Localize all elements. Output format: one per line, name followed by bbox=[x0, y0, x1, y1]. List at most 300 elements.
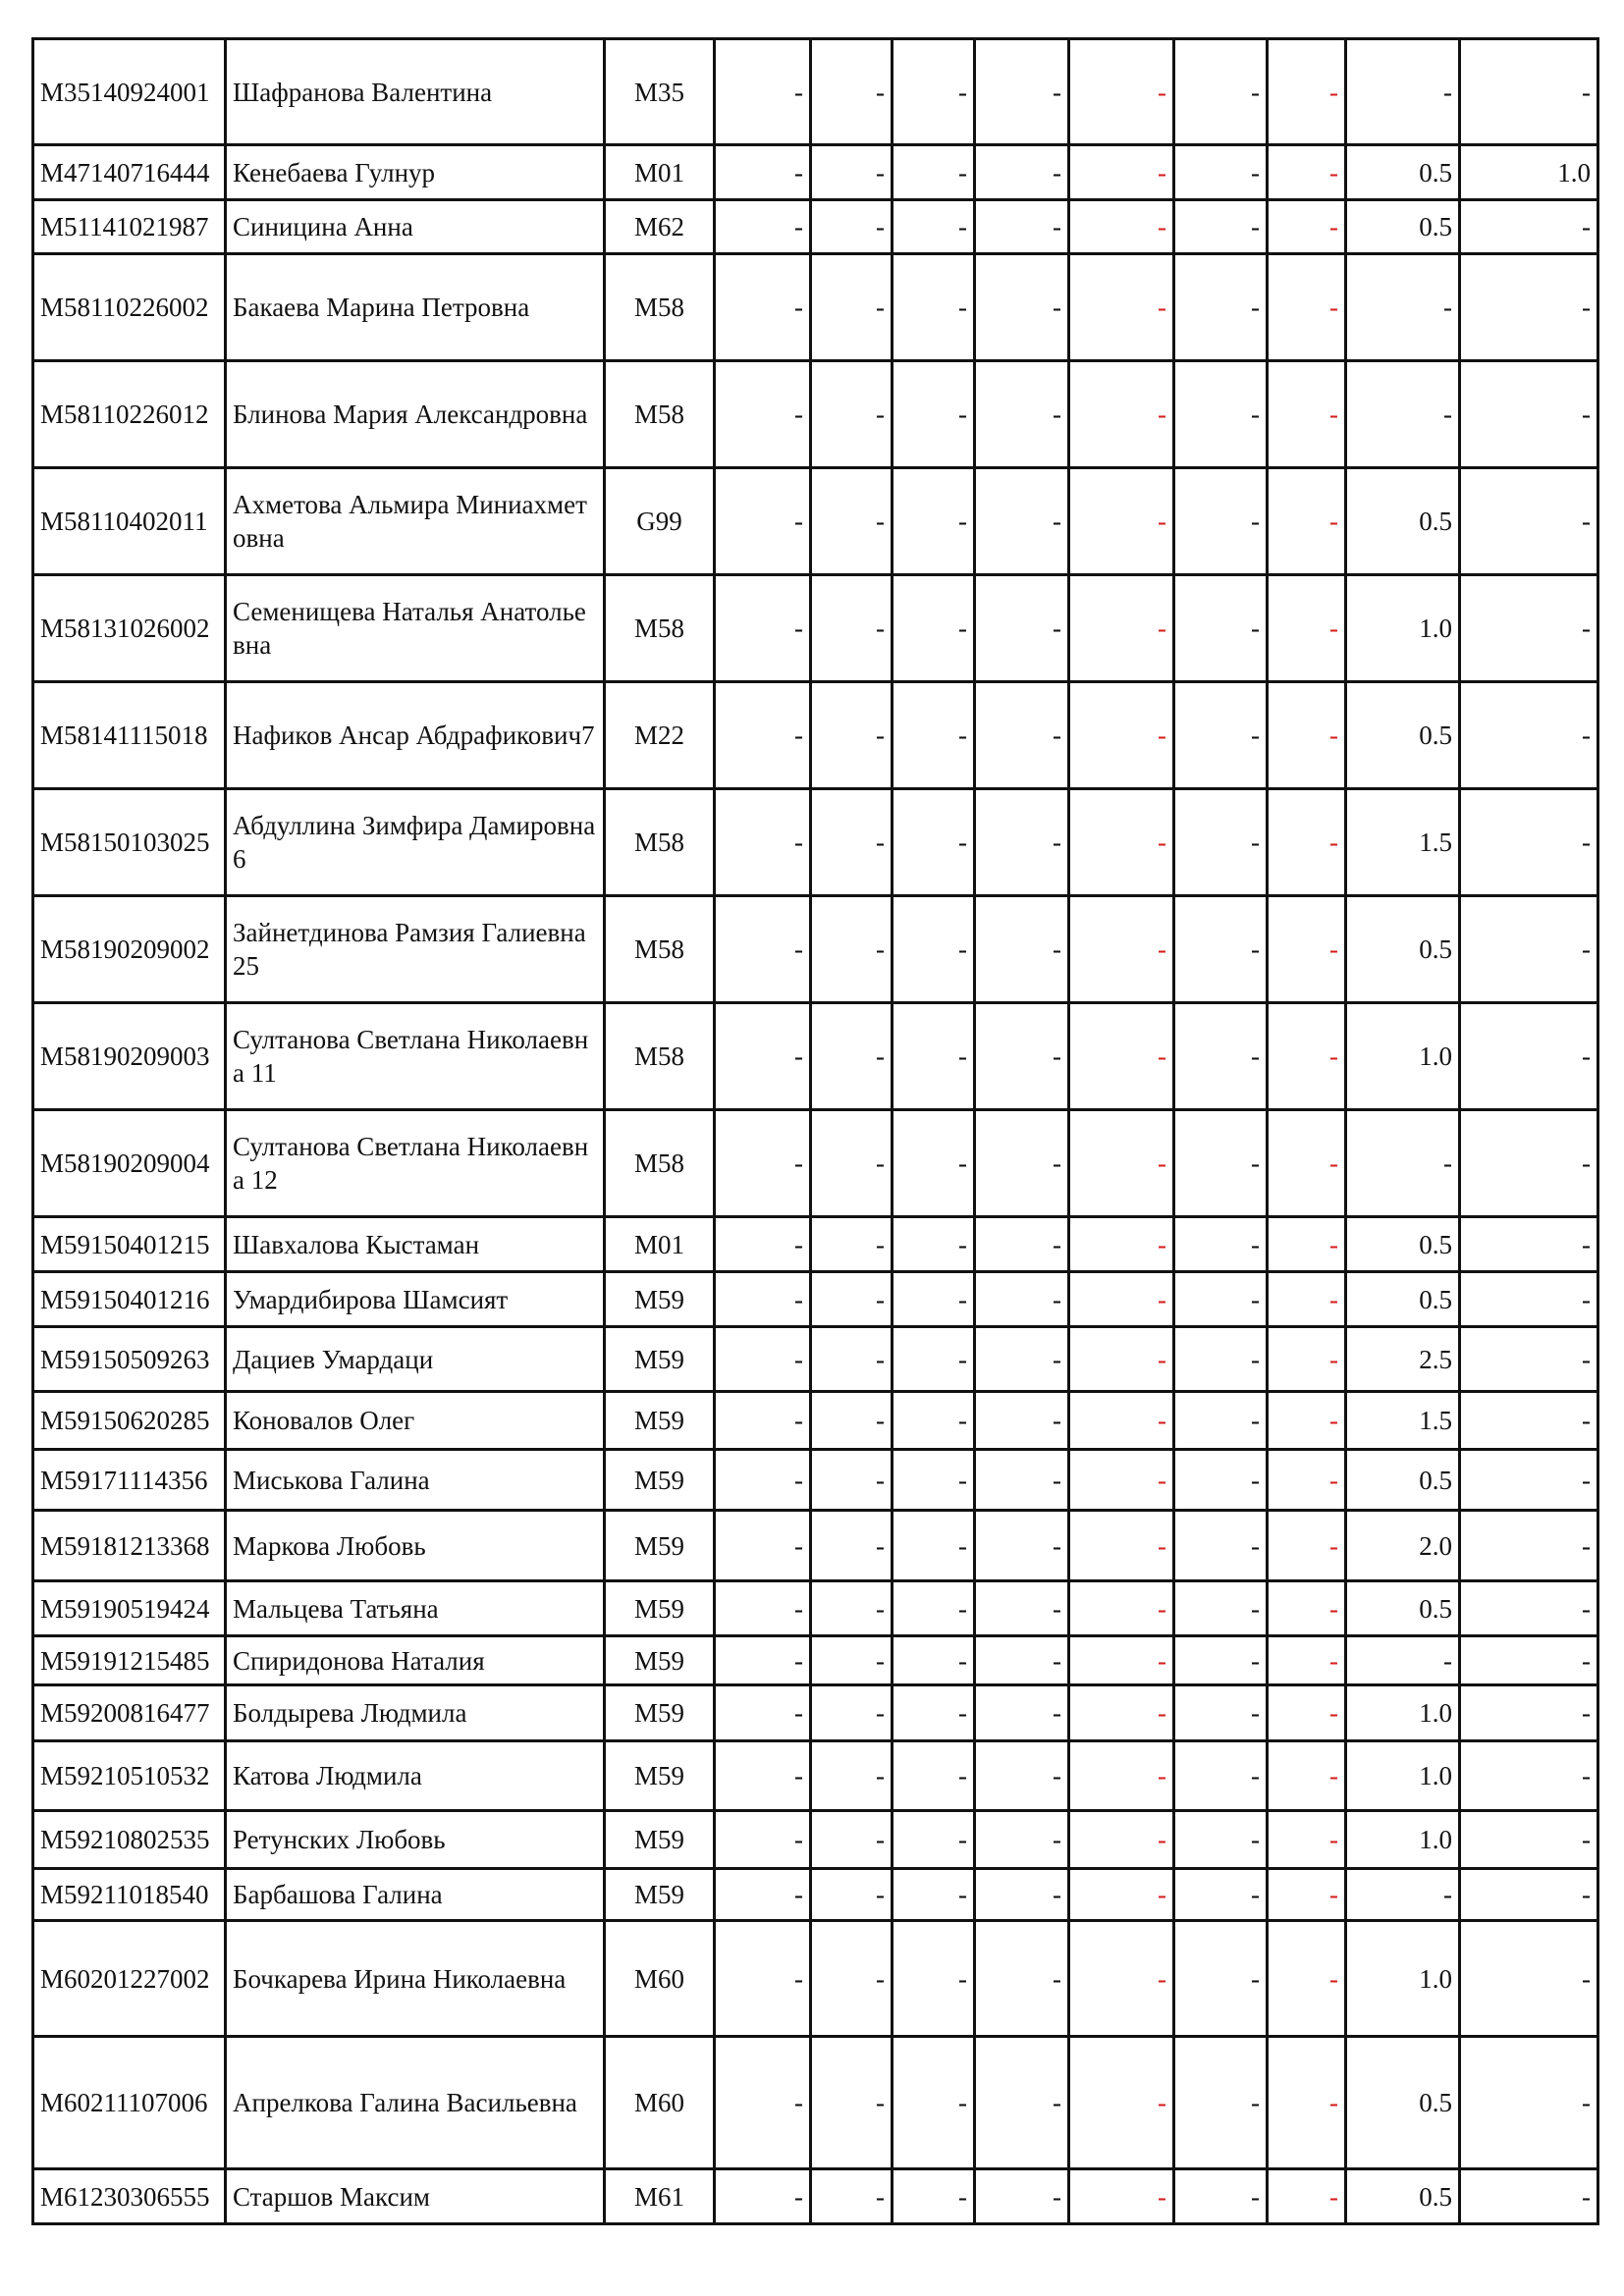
person-name: Умардибирова Шамсият bbox=[226, 1272, 605, 1327]
table-row bbox=[33, 1811, 1598, 1869]
value-cell-7: - bbox=[1268, 896, 1346, 1003]
person-name: Синицина Анна bbox=[226, 200, 605, 254]
value-cell-3: - bbox=[893, 1392, 975, 1450]
value-cell-9: - bbox=[1460, 1741, 1598, 1811]
table-row bbox=[33, 1685, 1598, 1741]
value-cell-8: - bbox=[1346, 1110, 1460, 1217]
value-cell-4: - bbox=[975, 1217, 1069, 1272]
value-cell-1: - bbox=[715, 1511, 811, 1581]
branch-code: M60 bbox=[605, 1921, 715, 2037]
value-cell-5: - bbox=[1069, 682, 1174, 789]
value-cell-4: - bbox=[975, 1110, 1069, 1217]
value-cell-8: - bbox=[1346, 254, 1460, 361]
value-cell-1: - bbox=[715, 1217, 811, 1272]
value-cell-7: - bbox=[1268, 1581, 1346, 1636]
value-cell-7: - bbox=[1268, 1921, 1346, 2037]
record-code: M58110226002 bbox=[33, 254, 226, 361]
value-cell-9: - bbox=[1460, 2169, 1598, 2224]
value-cell-2: - bbox=[811, 1741, 893, 1811]
record-code: M60201227002 bbox=[33, 1921, 226, 2037]
value-cell-5: - bbox=[1069, 200, 1174, 254]
value-cell-3: - bbox=[893, 1327, 975, 1392]
value-cell-4: - bbox=[975, 896, 1069, 1003]
value-cell-5: - bbox=[1069, 1741, 1174, 1811]
branch-code: M01 bbox=[605, 145, 715, 200]
value-cell-1: - bbox=[715, 1921, 811, 2037]
value-cell-8: 0.5 bbox=[1346, 682, 1460, 789]
value-cell-3: - bbox=[893, 1450, 975, 1511]
record-code: M59191215485 bbox=[33, 1636, 226, 1685]
table-row bbox=[33, 682, 1598, 789]
value-cell-9: - bbox=[1460, 1327, 1598, 1392]
value-cell-9: - bbox=[1460, 1392, 1598, 1450]
value-cell-5: - bbox=[1069, 254, 1174, 361]
value-cell-4: - bbox=[975, 2169, 1069, 2224]
value-cell-5: - bbox=[1069, 575, 1174, 682]
person-name: Апрелкова Галина Васильевна bbox=[226, 2037, 605, 2169]
value-cell-6: - bbox=[1174, 1869, 1268, 1921]
branch-code: M59 bbox=[605, 1869, 715, 1921]
record-code: M58190209004 bbox=[33, 1110, 226, 1217]
value-cell-3: - bbox=[893, 1811, 975, 1869]
value-cell-5: - bbox=[1069, 1217, 1174, 1272]
value-cell-3: - bbox=[893, 1003, 975, 1110]
value-cell-3: - bbox=[893, 145, 975, 200]
value-cell-7: - bbox=[1268, 361, 1346, 468]
table-row bbox=[33, 1511, 1598, 1581]
value-cell-7: - bbox=[1268, 468, 1346, 575]
value-cell-3: - bbox=[893, 1217, 975, 1272]
value-cell-5: - bbox=[1069, 468, 1174, 575]
value-cell-1: - bbox=[715, 1327, 811, 1392]
value-cell-4: - bbox=[975, 1921, 1069, 2037]
table-row bbox=[33, 2169, 1598, 2224]
person-name: Султанова Светлана Николаевна 12 bbox=[226, 1110, 605, 1217]
value-cell-4: - bbox=[975, 1511, 1069, 1581]
value-cell-3: - bbox=[893, 1685, 975, 1741]
branch-code: M58 bbox=[605, 575, 715, 682]
table-row bbox=[33, 200, 1598, 254]
value-cell-1: - bbox=[715, 1272, 811, 1327]
branch-code: M59 bbox=[605, 1511, 715, 1581]
value-cell-3: - bbox=[893, 361, 975, 468]
table-row bbox=[33, 1217, 1598, 1272]
value-cell-4: - bbox=[975, 254, 1069, 361]
value-cell-2: - bbox=[811, 1636, 893, 1685]
value-cell-5: - bbox=[1069, 1003, 1174, 1110]
branch-code: M01 bbox=[605, 1217, 715, 1272]
person-name: Болдырева Людмила bbox=[226, 1685, 605, 1741]
value-cell-7: - bbox=[1268, 2037, 1346, 2169]
record-code: M59171114356 bbox=[33, 1450, 226, 1511]
value-cell-9: - bbox=[1460, 1869, 1598, 1921]
value-cell-1: - bbox=[715, 1685, 811, 1741]
value-cell-1: - bbox=[715, 1636, 811, 1685]
value-cell-9: - bbox=[1460, 1921, 1598, 2037]
value-cell-1: - bbox=[715, 468, 811, 575]
value-cell-1: - bbox=[715, 1741, 811, 1811]
person-name: Шафранова Валентина bbox=[226, 39, 605, 145]
value-cell-2: - bbox=[811, 1511, 893, 1581]
person-name: Блинова Мария Александровна bbox=[226, 361, 605, 468]
value-cell-8: 1.0 bbox=[1346, 1921, 1460, 2037]
value-cell-6: - bbox=[1174, 1392, 1268, 1450]
value-cell-2: - bbox=[811, 896, 893, 1003]
person-name: Катова Людмила bbox=[226, 1741, 605, 1811]
record-code: M59150401215 bbox=[33, 1217, 226, 1272]
branch-code: M59 bbox=[605, 1450, 715, 1511]
value-cell-9: - bbox=[1460, 1581, 1598, 1636]
value-cell-6: - bbox=[1174, 1450, 1268, 1511]
person-name: Зайнетдинова Рамзия Галиевна 25 bbox=[226, 896, 605, 1003]
value-cell-7: - bbox=[1268, 1003, 1346, 1110]
value-cell-9: - bbox=[1460, 789, 1598, 896]
value-cell-5: - bbox=[1069, 789, 1174, 896]
value-cell-2: - bbox=[811, 145, 893, 200]
value-cell-8: 1.0 bbox=[1346, 1811, 1460, 1869]
value-cell-4: - bbox=[975, 1685, 1069, 1741]
value-cell-8: 0.5 bbox=[1346, 1581, 1460, 1636]
person-name: Спиридонова Наталия bbox=[226, 1636, 605, 1685]
value-cell-6: - bbox=[1174, 1110, 1268, 1217]
value-cell-8: 0.5 bbox=[1346, 468, 1460, 575]
value-cell-6: - bbox=[1174, 145, 1268, 200]
record-code: M59200816477 bbox=[33, 1685, 226, 1741]
value-cell-9: - bbox=[1460, 1110, 1598, 1217]
value-cell-1: - bbox=[715, 1003, 811, 1110]
value-cell-6: - bbox=[1174, 682, 1268, 789]
table-row bbox=[33, 789, 1598, 896]
value-cell-2: - bbox=[811, 1685, 893, 1741]
value-cell-2: - bbox=[811, 1581, 893, 1636]
value-cell-6: - bbox=[1174, 575, 1268, 682]
value-cell-6: - bbox=[1174, 2169, 1268, 2224]
value-cell-8: - bbox=[1346, 1636, 1460, 1685]
person-name: Миськова Галина bbox=[226, 1450, 605, 1511]
value-cell-2: - bbox=[811, 2169, 893, 2224]
value-cell-7: - bbox=[1268, 1685, 1346, 1741]
record-code: M47140716444 bbox=[33, 145, 226, 200]
value-cell-1: - bbox=[715, 1811, 811, 1869]
record-code: M51141021987 bbox=[33, 200, 226, 254]
value-cell-5: - bbox=[1069, 2169, 1174, 2224]
record-code: M58190209002 bbox=[33, 896, 226, 1003]
branch-code: M62 bbox=[605, 200, 715, 254]
value-cell-3: - bbox=[893, 200, 975, 254]
registry-table bbox=[31, 37, 1599, 2225]
branch-code: M58 bbox=[605, 361, 715, 468]
person-name: Нафиков Ансар Абдрафикович7 bbox=[226, 682, 605, 789]
value-cell-8: 0.5 bbox=[1346, 2169, 1460, 2224]
table-row bbox=[33, 1003, 1598, 1110]
value-cell-6: - bbox=[1174, 200, 1268, 254]
value-cell-8: 2.0 bbox=[1346, 1511, 1460, 1581]
value-cell-2: - bbox=[811, 1003, 893, 1110]
value-cell-7: - bbox=[1268, 1450, 1346, 1511]
person-name: Бакаева Марина Петровна bbox=[226, 254, 605, 361]
record-code: M59181213368 bbox=[33, 1511, 226, 1581]
person-name: Барбашова Галина bbox=[226, 1869, 605, 1921]
person-name: Абдуллина Зимфира Дамировна 6 bbox=[226, 789, 605, 896]
value-cell-8: - bbox=[1346, 361, 1460, 468]
value-cell-3: - bbox=[893, 1636, 975, 1685]
value-cell-7: - bbox=[1268, 1511, 1346, 1581]
record-code: M58110226012 bbox=[33, 361, 226, 468]
branch-code: M59 bbox=[605, 1685, 715, 1741]
value-cell-5: - bbox=[1069, 1685, 1174, 1741]
value-cell-5: - bbox=[1069, 1869, 1174, 1921]
table-row bbox=[33, 575, 1598, 682]
value-cell-6: - bbox=[1174, 1811, 1268, 1869]
value-cell-4: - bbox=[975, 1272, 1069, 1327]
value-cell-6: - bbox=[1174, 1327, 1268, 1392]
value-cell-8: 0.5 bbox=[1346, 145, 1460, 200]
value-cell-5: - bbox=[1069, 361, 1174, 468]
value-cell-6: - bbox=[1174, 896, 1268, 1003]
value-cell-6: - bbox=[1174, 1921, 1268, 2037]
value-cell-3: - bbox=[893, 468, 975, 575]
value-cell-1: - bbox=[715, 1392, 811, 1450]
value-cell-5: - bbox=[1069, 1511, 1174, 1581]
value-cell-3: - bbox=[893, 1511, 975, 1581]
value-cell-1: - bbox=[715, 1110, 811, 1217]
table-row bbox=[33, 145, 1598, 200]
table-row bbox=[33, 1272, 1598, 1327]
person-name: Султанова Светлана Николаевна 11 bbox=[226, 1003, 605, 1110]
record-code: M58110402011 bbox=[33, 468, 226, 575]
value-cell-8: 1.0 bbox=[1346, 1003, 1460, 1110]
branch-code: M58 bbox=[605, 789, 715, 896]
value-cell-4: - bbox=[975, 2037, 1069, 2169]
value-cell-9: - bbox=[1460, 2037, 1598, 2169]
value-cell-4: - bbox=[975, 789, 1069, 896]
value-cell-2: - bbox=[811, 575, 893, 682]
value-cell-5: - bbox=[1069, 145, 1174, 200]
value-cell-6: - bbox=[1174, 39, 1268, 145]
value-cell-7: - bbox=[1268, 1869, 1346, 1921]
value-cell-6: - bbox=[1174, 1217, 1268, 1272]
value-cell-9: - bbox=[1460, 1003, 1598, 1110]
value-cell-2: - bbox=[811, 254, 893, 361]
branch-code: M58 bbox=[605, 254, 715, 361]
person-name: Бочкарева Ирина Николаевна bbox=[226, 1921, 605, 2037]
table-row bbox=[33, 39, 1598, 145]
value-cell-1: - bbox=[715, 39, 811, 145]
value-cell-4: - bbox=[975, 1392, 1069, 1450]
value-cell-2: - bbox=[811, 1392, 893, 1450]
table-row bbox=[33, 1921, 1598, 2037]
record-code: M58150103025 bbox=[33, 789, 226, 896]
value-cell-5: - bbox=[1069, 1110, 1174, 1217]
record-code: M59150620285 bbox=[33, 1392, 226, 1450]
value-cell-3: - bbox=[893, 789, 975, 896]
value-cell-2: - bbox=[811, 1450, 893, 1511]
person-name: Мальцева Татьяна bbox=[226, 1581, 605, 1636]
value-cell-6: - bbox=[1174, 1685, 1268, 1741]
branch-code: M22 bbox=[605, 682, 715, 789]
value-cell-8: 0.5 bbox=[1346, 1217, 1460, 1272]
value-cell-1: - bbox=[715, 789, 811, 896]
value-cell-4: - bbox=[975, 39, 1069, 145]
value-cell-9: - bbox=[1460, 896, 1598, 1003]
value-cell-2: - bbox=[811, 1921, 893, 2037]
table-row bbox=[33, 1450, 1598, 1511]
value-cell-4: - bbox=[975, 1636, 1069, 1685]
value-cell-4: - bbox=[975, 145, 1069, 200]
value-cell-1: - bbox=[715, 575, 811, 682]
value-cell-7: - bbox=[1268, 254, 1346, 361]
value-cell-9: - bbox=[1460, 1217, 1598, 1272]
record-code: M58190209003 bbox=[33, 1003, 226, 1110]
value-cell-5: - bbox=[1069, 1272, 1174, 1327]
value-cell-6: - bbox=[1174, 1511, 1268, 1581]
value-cell-1: - bbox=[715, 2169, 811, 2224]
value-cell-8: 1.5 bbox=[1346, 1392, 1460, 1450]
table-row bbox=[33, 1741, 1598, 1811]
value-cell-8: 1.0 bbox=[1346, 1741, 1460, 1811]
value-cell-4: - bbox=[975, 200, 1069, 254]
value-cell-2: - bbox=[811, 361, 893, 468]
value-cell-1: - bbox=[715, 682, 811, 789]
record-code: M59190519424 bbox=[33, 1581, 226, 1636]
value-cell-3: - bbox=[893, 2169, 975, 2224]
person-name: Маркова Любовь bbox=[226, 1511, 605, 1581]
record-code: M59210802535 bbox=[33, 1811, 226, 1869]
record-code: M59211018540 bbox=[33, 1869, 226, 1921]
person-name: Семенищева Наталья Анатольевна bbox=[226, 575, 605, 682]
value-cell-6: - bbox=[1174, 1741, 1268, 1811]
value-cell-4: - bbox=[975, 1450, 1069, 1511]
value-cell-8: 1.5 bbox=[1346, 789, 1460, 896]
value-cell-6: - bbox=[1174, 2037, 1268, 2169]
record-code: M58141115018 bbox=[33, 682, 226, 789]
value-cell-3: - bbox=[893, 1869, 975, 1921]
value-cell-1: - bbox=[715, 2037, 811, 2169]
value-cell-4: - bbox=[975, 1869, 1069, 1921]
value-cell-2: - bbox=[811, 682, 893, 789]
value-cell-9: - bbox=[1460, 1811, 1598, 1869]
value-cell-8: 2.5 bbox=[1346, 1327, 1460, 1392]
table-row bbox=[33, 1581, 1598, 1636]
value-cell-9: - bbox=[1460, 361, 1598, 468]
value-cell-5: - bbox=[1069, 1327, 1174, 1392]
value-cell-8: 1.0 bbox=[1346, 1685, 1460, 1741]
value-cell-1: - bbox=[715, 361, 811, 468]
table-row bbox=[33, 361, 1598, 468]
value-cell-4: - bbox=[975, 468, 1069, 575]
record-code: M59210510532 bbox=[33, 1741, 226, 1811]
value-cell-1: - bbox=[715, 896, 811, 1003]
value-cell-7: - bbox=[1268, 1811, 1346, 1869]
value-cell-6: - bbox=[1174, 361, 1268, 468]
value-cell-2: - bbox=[811, 468, 893, 575]
value-cell-7: - bbox=[1268, 200, 1346, 254]
value-cell-5: - bbox=[1069, 1636, 1174, 1685]
value-cell-5: - bbox=[1069, 39, 1174, 145]
value-cell-5: - bbox=[1069, 1392, 1174, 1450]
value-cell-7: - bbox=[1268, 1636, 1346, 1685]
value-cell-4: - bbox=[975, 1327, 1069, 1392]
value-cell-4: - bbox=[975, 1741, 1069, 1811]
value-cell-1: - bbox=[715, 254, 811, 361]
branch-code: M58 bbox=[605, 1110, 715, 1217]
value-cell-6: - bbox=[1174, 1636, 1268, 1685]
value-cell-5: - bbox=[1069, 896, 1174, 1003]
person-name: Кенебаева Гулнур bbox=[226, 145, 605, 200]
value-cell-7: - bbox=[1268, 2169, 1346, 2224]
value-cell-2: - bbox=[811, 1327, 893, 1392]
value-cell-6: - bbox=[1174, 1003, 1268, 1110]
value-cell-8: - bbox=[1346, 39, 1460, 145]
value-cell-6: - bbox=[1174, 789, 1268, 896]
value-cell-7: - bbox=[1268, 1217, 1346, 1272]
value-cell-4: - bbox=[975, 1003, 1069, 1110]
branch-code: M35 bbox=[605, 39, 715, 145]
record-code: M59150509263 bbox=[33, 1327, 226, 1392]
value-cell-9: - bbox=[1460, 200, 1598, 254]
value-cell-3: - bbox=[893, 1272, 975, 1327]
value-cell-4: - bbox=[975, 1581, 1069, 1636]
value-cell-2: - bbox=[811, 1110, 893, 1217]
value-cell-1: - bbox=[715, 200, 811, 254]
value-cell-3: - bbox=[893, 575, 975, 682]
value-cell-9: - bbox=[1460, 682, 1598, 789]
value-cell-7: - bbox=[1268, 145, 1346, 200]
value-cell-3: - bbox=[893, 1921, 975, 2037]
value-cell-7: - bbox=[1268, 682, 1346, 789]
value-cell-6: - bbox=[1174, 1272, 1268, 1327]
value-cell-2: - bbox=[811, 200, 893, 254]
value-cell-2: - bbox=[811, 789, 893, 896]
value-cell-7: - bbox=[1268, 575, 1346, 682]
record-code: M35140924001 bbox=[33, 39, 226, 145]
branch-code: M59 bbox=[605, 1811, 715, 1869]
value-cell-7: - bbox=[1268, 789, 1346, 896]
value-cell-4: - bbox=[975, 361, 1069, 468]
branch-code: M59 bbox=[605, 1392, 715, 1450]
value-cell-9: - bbox=[1460, 468, 1598, 575]
branch-code: G99 bbox=[605, 468, 715, 575]
table-row bbox=[33, 254, 1598, 361]
value-cell-6: - bbox=[1174, 254, 1268, 361]
value-cell-7: - bbox=[1268, 1392, 1346, 1450]
value-cell-3: - bbox=[893, 2037, 975, 2169]
value-cell-3: - bbox=[893, 254, 975, 361]
value-cell-7: - bbox=[1268, 1272, 1346, 1327]
table-row bbox=[33, 1327, 1598, 1392]
person-name: Ахметова Альмира Миниахметовна bbox=[226, 468, 605, 575]
record-code: M59150401216 bbox=[33, 1272, 226, 1327]
value-cell-5: - bbox=[1069, 2037, 1174, 2169]
branch-code: M58 bbox=[605, 896, 715, 1003]
value-cell-4: - bbox=[975, 682, 1069, 789]
value-cell-8: 1.0 bbox=[1346, 575, 1460, 682]
record-code: M61230306555 bbox=[33, 2169, 226, 2224]
table-row bbox=[33, 1636, 1598, 1685]
value-cell-2: - bbox=[811, 39, 893, 145]
value-cell-2: - bbox=[811, 2037, 893, 2169]
branch-code: M59 bbox=[605, 1581, 715, 1636]
value-cell-9: - bbox=[1460, 575, 1598, 682]
record-code: M58131026002 bbox=[33, 575, 226, 682]
value-cell-9: 1.0 bbox=[1460, 145, 1598, 200]
branch-code: M60 bbox=[605, 2037, 715, 2169]
value-cell-2: - bbox=[811, 1217, 893, 1272]
table-row bbox=[33, 1392, 1598, 1450]
value-cell-8: 0.5 bbox=[1346, 200, 1460, 254]
branch-code: M59 bbox=[605, 1636, 715, 1685]
table-row bbox=[33, 2037, 1598, 2169]
